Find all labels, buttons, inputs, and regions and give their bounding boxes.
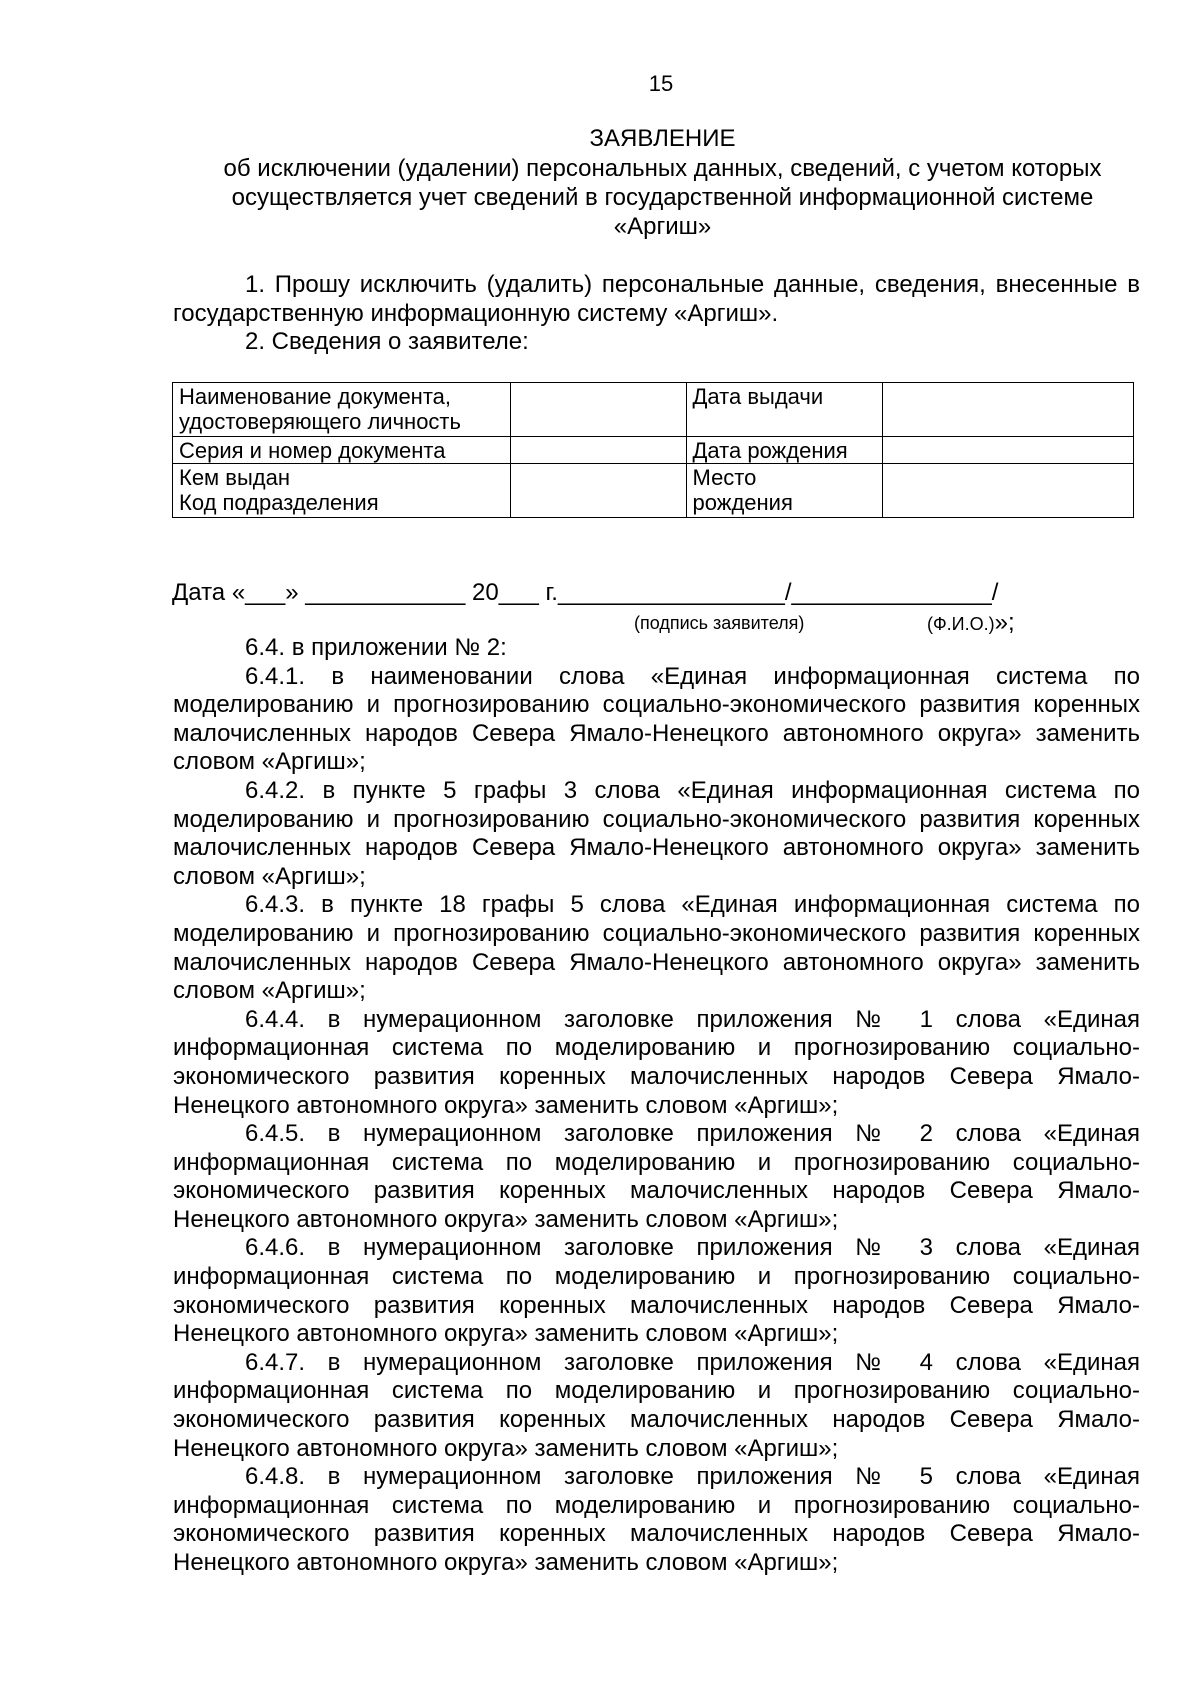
table-row	[173, 383, 1134, 437]
form-title: ЗАЯВЛЕНИЕ	[589, 125, 736, 152]
form-subtitle-line: об исключении (удалении) персональных данных, сведений, с учетом которых	[223, 155, 1102, 182]
amendment-paragraph: 6.4.2. в пункте 5 графы 3 слова «Единая информационная система по моделированию и прогнозированию социально-экономического развития коренных малочисленных народов Севера Ямало-Ненецкого автономного округа» заменить словом «Аргиш»;	[173, 776, 1140, 890]
form-subtitle	[170, 154, 1155, 241]
date-signature-line: Дата «___» ____________ 20___ г._________________/_______________/	[172, 579, 999, 606]
label-issue-date: Дата выдачи	[686, 383, 883, 437]
amendment-paragraph: 6.4.1. в наименовании слова «Единая информационная система по моделированию и прогнозированию социально-экономического развития коренных малочисленных народов Севера Ямало-Ненецкого автономного округа» заменить словом «Аргиш»;	[173, 662, 1140, 776]
applicant-info-table	[172, 382, 1134, 518]
page-number: 15	[648, 71, 674, 96]
form-subtitle-line: «Аргиш»	[613, 213, 712, 240]
label-division-code-line: Код подразделения	[179, 490, 379, 515]
fio-caption-text: (Ф.И.О.)	[927, 614, 995, 634]
amendment-paragraph: 6.4.4. в нумерационном заголовке приложения № 1 слова «Единая информационная система по моделированию и прогнозированию социально-экономического развития коренных малочисленных народов Севера Ямало-Ненецкого автономного округа» заменить словом «Аргиш»;	[173, 1005, 1140, 1119]
label-issued-by-line: Кем выдан	[179, 465, 291, 490]
amendment-paragraph: 6.4.7. в нумерационном заголовке приложения № 4 слова «Единая информационная система по моделированию и прогнозированию социально-экономического развития коренных малочисленных народов Севера Ямало-Ненецкого автономного округа» заменить словом «Аргиш»;	[173, 1348, 1140, 1462]
amendment-paragraph: 6.4.6. в нумерационном заголовке приложения № 3 слова «Единая информационная система по моделированию и прогнозированию социально-экономического развития коренных малочисленных народов Севера Ямало-Ненецкого автономного округа» заменить словом «Аргиш»;	[173, 1234, 1140, 1348]
identity-document-value-cell[interactable]	[510, 383, 686, 437]
amendments-list	[173, 634, 1140, 1578]
table-row	[173, 464, 1134, 518]
signature-caption: (подпись заявителя)	[634, 613, 805, 633]
issued-by-value-cell[interactable]	[510, 464, 686, 518]
amendment-paragraph: 6.4. в приложении № 2:	[245, 634, 507, 661]
amendment-paragraph: 6.4.5. в нумерационном заголовке приложения № 2 слова «Единая информационная система по моделированию и прогнозированию социально-экономического развития коренных малочисленных народов Севера Ямало-Ненецкого автономного округа» заменить словом «Аргиш»;	[173, 1120, 1140, 1233]
label-birth-date: Дата рождения	[686, 437, 883, 464]
caption-closing-quote: »;	[994, 609, 1015, 636]
label-issued-by	[173, 464, 511, 518]
amendment-paragraph: 6.4.8. в нумерационном заголовке приложения № 5 слова «Единая информационная система по моделированию и прогнозированию социально-экономического развития коренных малочисленных народов Севера Ямало-Ненецкого автономного округа» заменить словом «Аргиш»;	[173, 1463, 1140, 1576]
birth-place-value-cell[interactable]	[883, 464, 1134, 518]
label-birth-place-line: Место	[692, 465, 757, 490]
label-birth-place	[686, 464, 883, 518]
amendment-paragraph: 6.4.3. в пункте 18 графы 5 слова «Единая информационная система по моделированию и прогнозированию социально-экономического развития коренных малочисленных народов Севера Ямало-Ненецкого автономного округа» заменить словом «Аргиш»;	[173, 891, 1140, 1005]
label-document-number: Серия и номер документа	[173, 437, 511, 464]
label-identity-document: Наименование документа, удостоверяющего личность	[173, 383, 511, 437]
issue-date-value-cell[interactable]	[883, 383, 1134, 437]
form-item-1: 1. Прошу исключить (удалить) персональные данные, сведения, внесенные в государственную информационную систему «Аргиш».	[173, 271, 1140, 327]
label-birth-place-line: рождения	[692, 490, 793, 515]
document-number-value-cell[interactable]	[510, 437, 686, 464]
form-subtitle-line: осуществляется учет сведений в государственной информационной системе	[231, 184, 1094, 211]
fio-caption	[927, 609, 1015, 636]
table-row	[173, 437, 1134, 464]
birth-date-value-cell[interactable]	[883, 437, 1134, 464]
form-item-2: 2. Сведения о заявителе:	[245, 328, 529, 355]
